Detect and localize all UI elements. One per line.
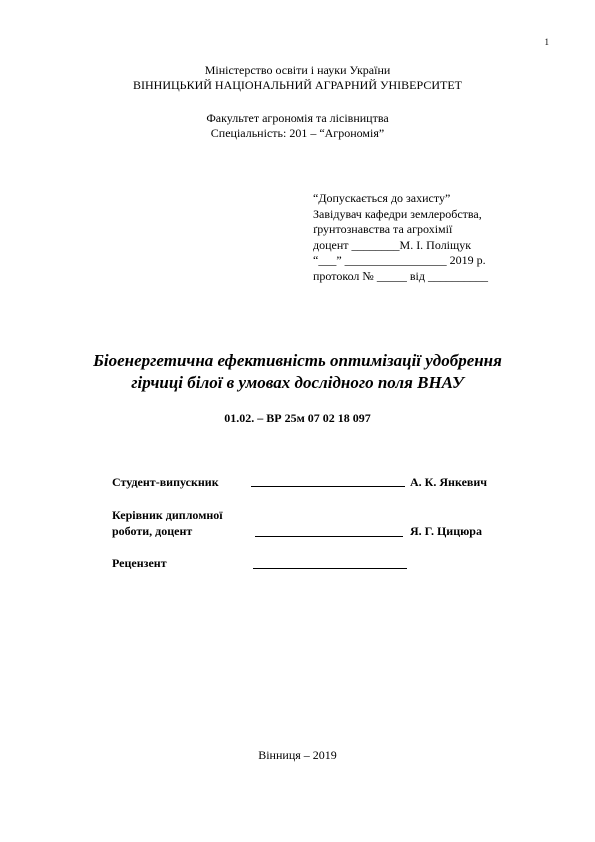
approval-line: доцент ________М. І. Поліщук — [313, 237, 472, 252]
approval-block — [313, 191, 488, 284]
faculty-name: Факультет агрономія та лісівництва — [206, 111, 389, 125]
reviewer-label: Рецензент — [112, 556, 167, 570]
university-name: ВІННИЦЬКИЙ НАЦІОНАЛЬНИЙ АГРАРНИЙ УНІВЕРСИТЕТ — [133, 78, 462, 92]
thesis-title — [0, 350, 595, 394]
approval-line: протокол № _____ від __________ — [313, 268, 488, 283]
approval-line: Завідувач кафедри землеробства, — [313, 206, 482, 221]
supervisor-label-line: Керівник дипломної — [112, 508, 223, 522]
city-year: Вінниця – 2019 — [258, 748, 337, 762]
reviewer-signature-line — [253, 568, 407, 569]
ministry-name: Міністерство освіти і науки України — [204, 63, 391, 77]
approval-line: ґрунтознавства та агрохімії — [313, 222, 453, 236]
thesis-code: 01.02. – ВР 25м 07 02 18 097 — [224, 411, 371, 425]
thesis-title-line: Біоенергетична ефективність оптимізації удобрення — [93, 351, 502, 370]
approval-line: “___” _________________ 2019 р. — [313, 253, 486, 267]
supervisor-label-line: роботи, доцент — [112, 524, 193, 538]
student-signature-line — [251, 486, 405, 487]
student-name: А. К. Янкевич — [410, 475, 488, 489]
thesis-title-line: гірчиці білої в умовах дослідного поля ВНАУ — [131, 373, 464, 392]
page-number: 1 — [544, 37, 549, 47]
supervisor-name: Я. Г. Цицюра — [410, 524, 482, 538]
specialty-name: Спеціальність: 201 – “Агрономія” — [210, 126, 385, 140]
supervisor-label — [112, 507, 223, 539]
supervisor-signature-line — [255, 536, 403, 537]
student-label: Студент-випускник — [112, 475, 219, 489]
approval-line: “Допускається до захисту” — [313, 191, 451, 205]
